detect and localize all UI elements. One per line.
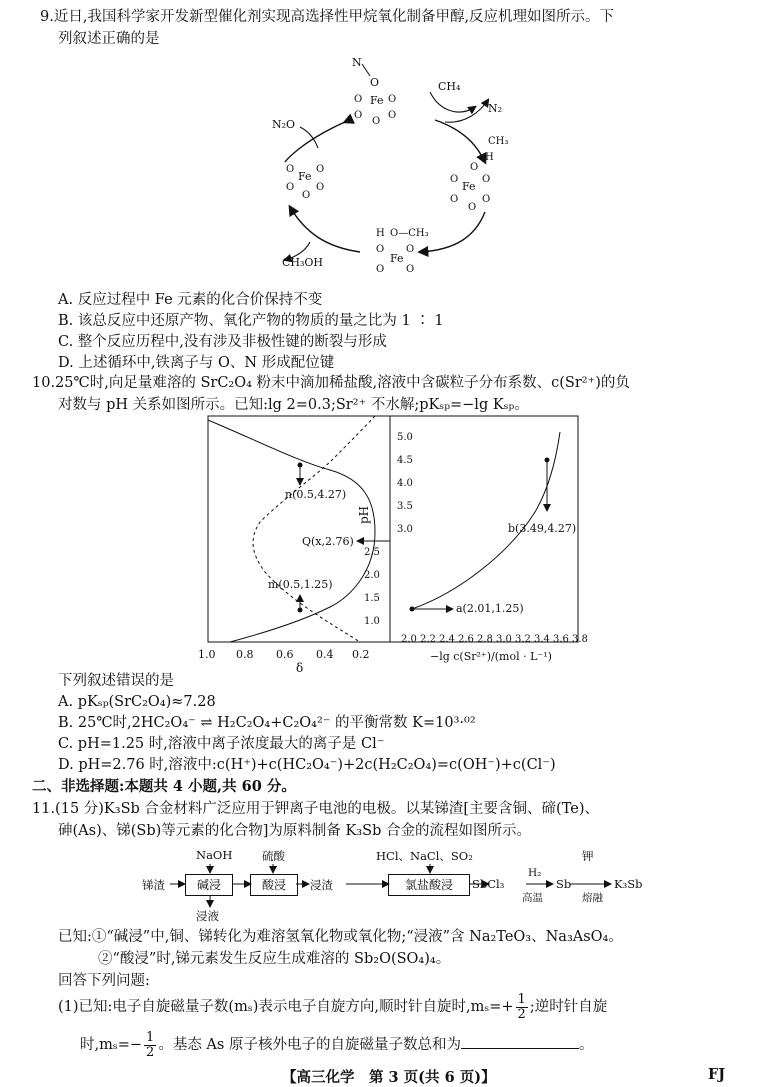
svg-text:O: O [450,194,459,205]
svg-text:O: O [406,264,415,275]
q9-option-a: A. 反应过程中 Fe 元素的化合价保持不变 [58,292,323,308]
curve-dashed-left [253,416,375,642]
sub1-text-a: (1)已知:电子自旋磁量子数(mₛ)表示电子自旋方向,顺时针自旋时,mₛ=+ [58,999,514,1015]
svg-text:2.2: 2.2 [420,634,436,645]
svg-text:O: O [388,94,397,105]
svg-text:3.8: 3.8 [572,634,588,645]
svg-text:2.6: 2.6 [458,634,474,645]
q10-lead: 下列叙述错误的是 [58,673,174,689]
q9-stem-line2: 列叙述正确的是 [58,31,160,47]
svg-text:3.2: 3.2 [515,634,531,645]
svg-text:Fe: Fe [298,170,312,183]
ch3oh-label: CH₃OH [282,256,324,269]
svg-text:O: O [316,182,325,193]
svg-text:O: O [388,110,397,121]
bottom-h-label: H [376,228,385,239]
q11-sub1-line2: 时,mₛ=− $\frac{1}{2}$ 。基态 As 原子核外电子的自旋磁量子数总和为 。 [80,1029,594,1060]
section2-heading: 二、非选择题:本题共 4 小题,共 60 分。 [32,778,296,795]
y-tick-7: 4.0 [397,478,413,489]
left-x-label: δ [296,661,304,674]
flow-step-chloride-leach: 氯盐酸浸 [388,874,470,896]
frac-half-1: $\frac{1}{2}$ [517,991,526,1022]
svg-text:O: O [470,162,479,173]
left-x-tick-3: 0.6 [276,648,294,661]
svg-text:O: O [286,164,295,175]
svg-text:O: O [376,264,385,275]
q11-known1: 已知:①“碱浸”中,铜、锑转化为难溶氢氧化物或氧化物;“浸液”含 Na₂TeO₃、Na₃AsO₄。 [58,929,623,945]
ch4-label: CH₄ [438,80,461,93]
flow-start: 锑渣 [142,878,165,892]
answer-blank[interactable] [461,1034,579,1049]
top-n-label: N [352,56,362,69]
svg-text:O: O [482,174,491,185]
left-x-tick-1: 1.0 [198,648,216,661]
ch4-in-arrow [430,92,475,112]
svg-text:O: O [468,202,477,213]
y-tick-2: 1.5 [364,593,380,604]
q11-stem-line1: 11.(15 分)K₃Sb 合金材料广泛应用于钾离子电池的电极。以某锑渣[主要含铜、碲(Te)、 [32,801,599,817]
svg-text:O: O [376,244,385,255]
flow-reagent-naoh: NaOH [196,848,233,862]
svg-text:2.8: 2.8 [477,634,493,645]
bottom-och3-label: O—CH₃ [390,228,429,239]
svg-text:2.0: 2.0 [401,634,417,645]
svg-text:O: O [450,174,459,185]
y-tick-8: 4.5 [397,455,413,466]
left-x-tick-4: 0.4 [316,648,334,661]
q11-known2: ②“酸浸”时,锑元素发生反应生成难溶的 Sb₂O(SO₄)₄。 [98,951,451,967]
top-fe-label: Fe [370,94,384,107]
svg-text:O: O [316,164,325,175]
cycle-arrow-right-bottom [420,212,485,252]
svg-text:O: O [302,190,311,201]
y-tick-3: 2.0 [364,570,380,581]
flow-step-acid-leach: 酸浸 [250,874,298,896]
point-a-label: a(2.01,1.25) [456,602,524,615]
svg-text:O: O [370,76,380,89]
q10-stem-line1: 10.25℃时,向足量难溶的 SrC₂O₄ 粉末中滴加稀盐酸,溶液中含碳粒子分布系数、c(Sr²⁺)的负 [32,375,630,391]
flow-sbcl3: SbCl₃ [472,877,505,891]
y-tick-6: 3.5 [397,501,413,512]
svg-text:3.4: 3.4 [534,634,550,645]
flow-reagent-h2so4: 硫酸 [262,849,285,863]
y-tick-4: 2.5 [364,547,380,558]
svg-text:3.0: 3.0 [496,634,512,645]
flow-residue: 浸渣 [310,878,333,892]
flow-leachate: 浸液 [196,909,219,923]
q10-option-c: C. pH=1.25 时,溶液中离子浓度最大的离子是 Cl⁻ [58,736,385,752]
q9-mechanism-diagram [230,52,550,282]
q11-sub1-line1 [58,992,607,1022]
flow-reagent-k: 钾 [582,849,594,863]
svg-text:O: O [482,194,491,205]
cycle-arrow-right-top [435,120,485,162]
frac-half-2: $\frac{1}{2}$ [146,1029,155,1060]
y-tick-1: 1.0 [364,616,380,627]
y-tick-9: 5.0 [397,432,413,443]
footer-code: FJ [708,1066,726,1083]
q10-stem-line2: 对数与 pH 关系如图所示。已知:lg 2=0.3;Sr²⁺ 不水解;pKₛₚ=−lg Kₛₚ。 [58,397,529,413]
q10-option-a: A. pKₛₚ(SrC₂O₄)≈7.28 [58,694,216,710]
svg-text:O: O [406,244,415,255]
q9-option-b: B. 该总反应中还原产物、氧化产物的物质的量之比为 1 ∶ 1 [58,313,444,329]
q10-option-b: B. 25℃时,2HC₂O₄⁻ ⇌ H₂C₂O₄+C₂O₄²⁻ 的平衡常数 K=10³·⁰² [58,715,476,731]
left-x-tick-5: 0.2 [352,648,370,661]
flow-high-temp: 高温 [522,892,543,904]
left-x-tick-2: 0.8 [236,648,254,661]
q9-option-c: C. 整个反应历程中,没有涉及非极性键的断裂与形成 [58,334,387,350]
right-x-label: −lg c(Sr²⁺)/(mol · L⁻¹) [430,650,552,663]
svg-text:Fe: Fe [462,180,476,193]
page-footer: 【高三化学 第 3 页(共 6 页)】 [282,1069,496,1086]
flow-h2: H₂ [528,867,542,879]
svg-text:O: O [354,110,363,121]
flow-reagent-3: HCl、NaCl、SO₂ [376,849,473,863]
point-q-label: Q(x,2.76) [302,535,354,548]
svg-text:Fe: Fe [390,252,404,265]
n2-label: N₂ [488,102,503,115]
y-tick-5: 3.0 [397,524,413,535]
y-axis-label: pH [357,505,371,524]
point-b-label: b(3.49,4.27) [508,522,577,535]
sub1-text-b: ;逆时针自旋 [529,999,608,1015]
q9-option-d: D. 上述循环中,铁离子与 O、N 形成配位键 [58,355,335,371]
svg-text:3.6: 3.6 [553,634,569,645]
flow-melt: 熔融 [582,892,603,904]
cycle-arrow-left-bottom [290,207,360,252]
curve-solid-left [208,420,375,642]
q10-chart [190,412,600,674]
q9-stem-line1: 9.近日,我国科学家开发新型催化剂实现高选择性甲烷氧化制备甲醇,反应机理如图所示。下 [40,9,615,25]
svg-text:O: O [286,182,295,193]
flow-product: K₃Sb [614,877,643,891]
flow-sb: Sb [556,877,572,891]
point-n-label: n(0.5,4.27) [285,488,347,501]
sub1-text-c: 时,mₛ=− [80,1037,143,1053]
n2o-label: N₂O [272,118,296,131]
svg-text:2.4: 2.4 [439,634,455,645]
sub1-text-d: 。基态 As 原子核外电子的自旋磁量子数总和为 [158,1037,461,1053]
flow-step-alkali-leach: 碱浸 [185,874,233,896]
curve-right [412,432,560,609]
point-m-label: m(0.5,1.25) [268,578,333,591]
q11-stem-line2: 砷(As)、锑(Sb)等元素的化合物]为原料制备 K₃Sb 合金的流程如图所示。 [58,823,531,839]
right-ch3-label: CH₃ [488,136,509,147]
svg-text:O: O [354,94,363,105]
q10-option-d: D. pH=2.76 时,溶液中:c(H⁺)+c(HC₂O₄⁻)+2c(H₂C₂O₄)=c(OH⁻)+c(Cl⁻) [58,757,556,773]
right-h-label: H [485,152,494,163]
q11-answer-lead: 回答下列问题: [58,973,150,989]
svg-text:O: O [372,116,381,127]
